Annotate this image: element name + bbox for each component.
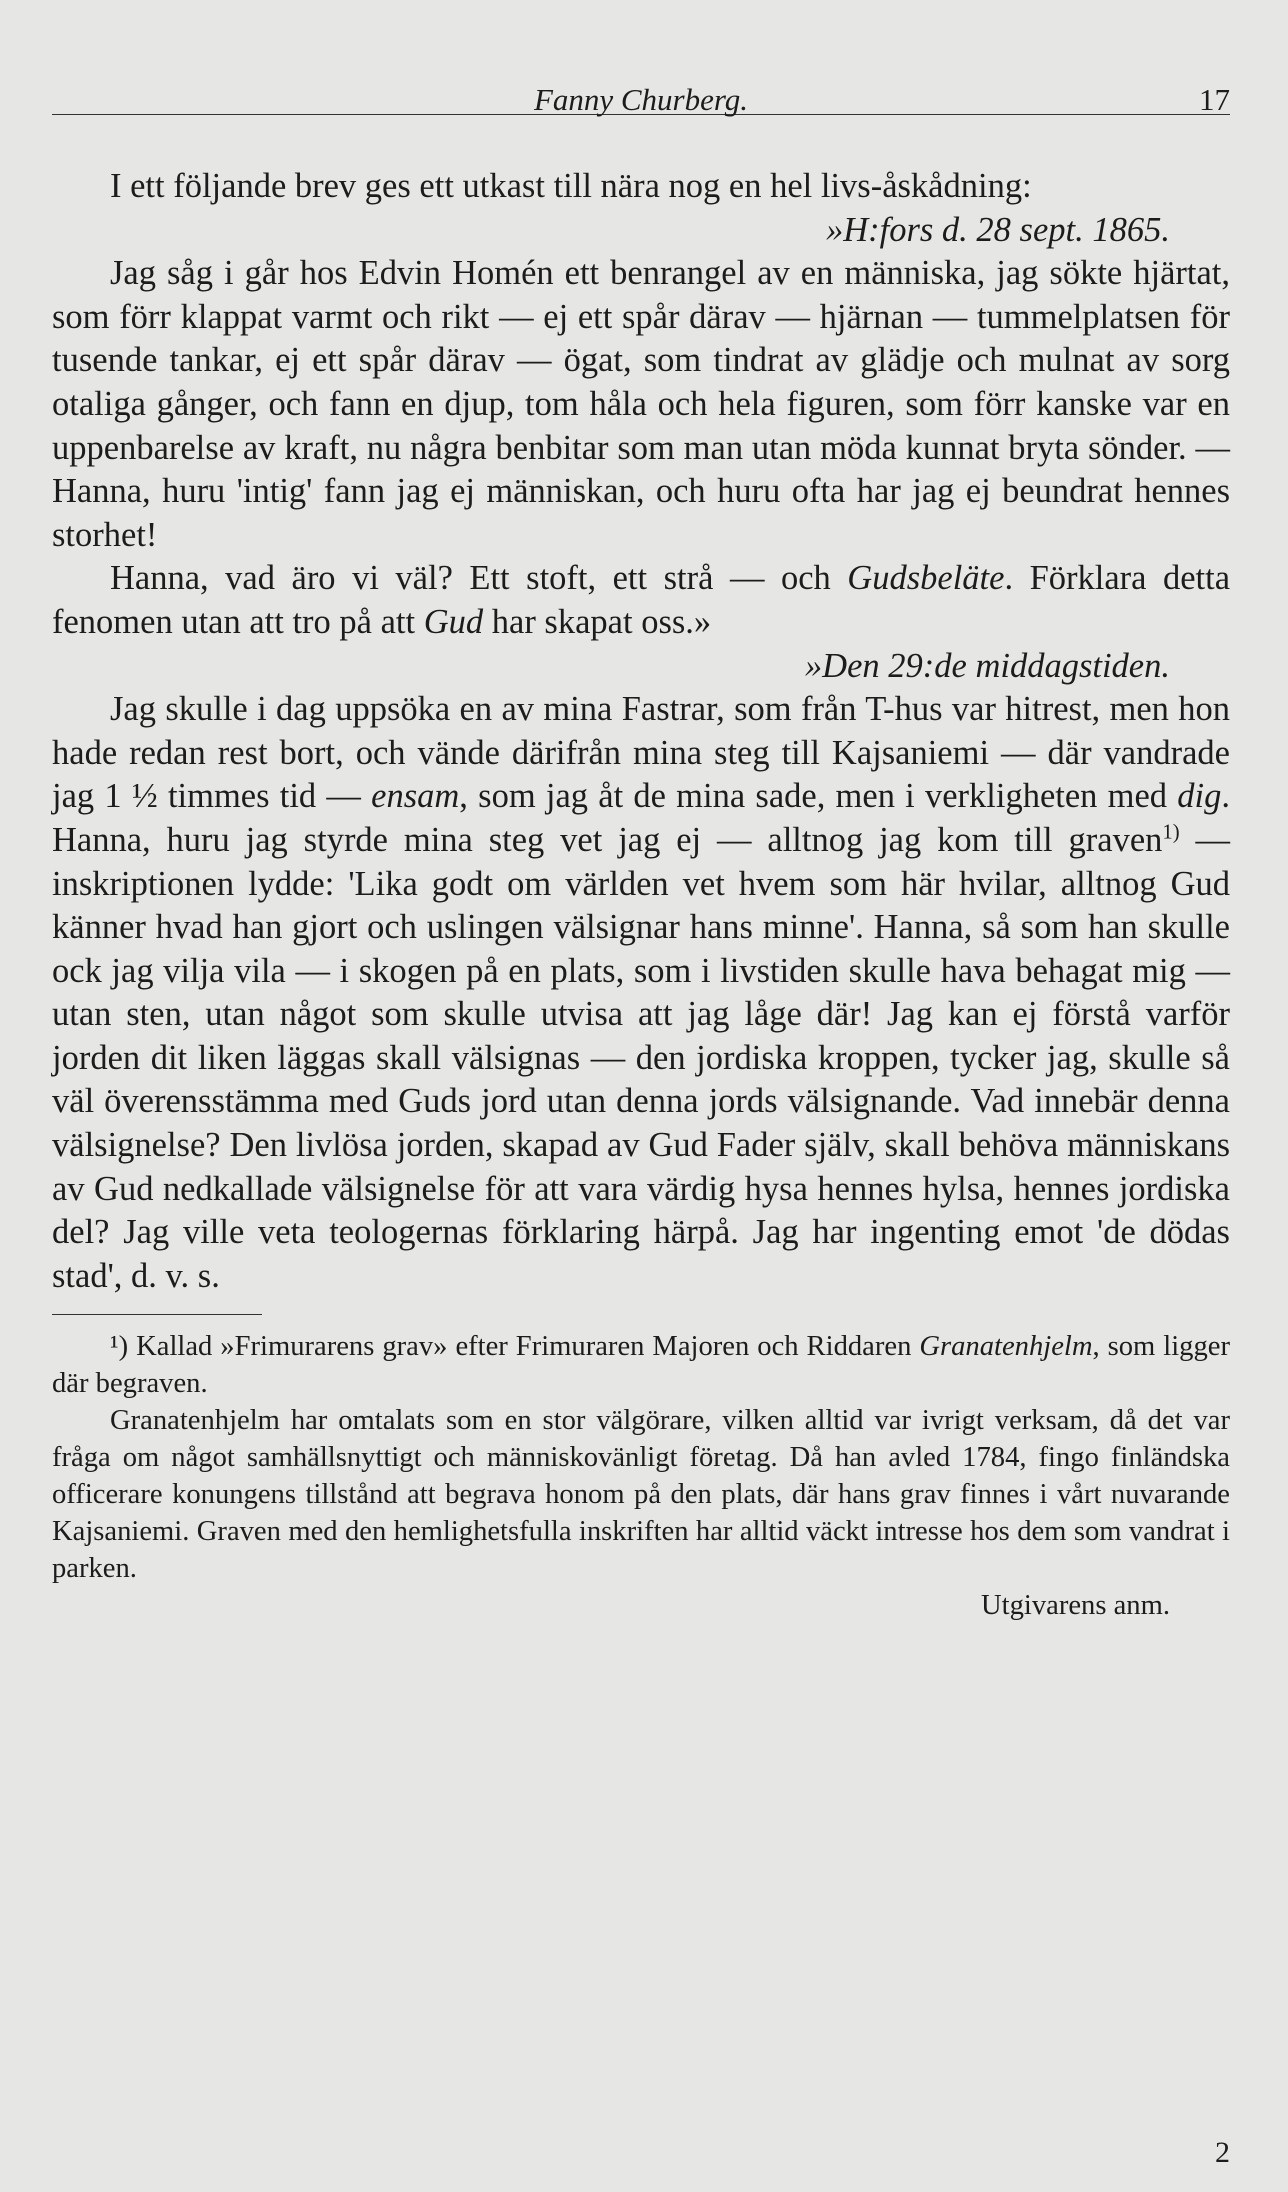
letter2-paragraph — [52, 688, 1230, 1298]
document-page — [52, 60, 1230, 2170]
printer-signature-mark: 2 — [1215, 2136, 1230, 2169]
emphasis-text: Gudsbeläte — [847, 559, 1005, 598]
running-title: Fanny Churberg. — [533, 82, 749, 117]
footnotes — [52, 1329, 1230, 1624]
letter2-dateline: »Den 29:de middagstiden. — [804, 646, 1170, 685]
emphasis-text: ensam — [371, 777, 460, 816]
text-run: Hanna, vad äro vi väl? Ett stoft, ett strå — och — [110, 559, 848, 598]
letter1-paragraph: Jag såg i går hos Edvin Homén ett benrangel av en människa, jag sökte hjärtat, som förr klappat varmt och rikt — ej ett spår därav — hjärnan — tummelplatsen för tusende tankar, ej ett spår därav — ögat, som tindrat av glädje och mulnat av sorg otaliga gånger, och fann en djup, tom håla och hela figuren, som förr kanske var en uppenbarelse av kraft, nu några benbitar som man utan möda kunnat bryta sönder. — Hanna, huru 'intig' fann jag ej människan, och huru ofta har jag ej beundrat hennes storhet! — [52, 254, 1230, 554]
editor-signature: Utgivarens anm. — [981, 1589, 1170, 1621]
text-run: , som jag åt de mina sade, men i verkligheten med — [459, 777, 1178, 816]
text-run: har skapat oss.» — [483, 602, 712, 641]
page-number: 17 — [1199, 82, 1230, 117]
letter1-dateline: »H:fors d. 28 sept. 1865. — [825, 210, 1170, 249]
emphasis-text: Granatenhjelm — [919, 1331, 1093, 1363]
text-run: . Hanna, huru jag styrde mina steg vet jag ej — alltnog jag kom till graven — [52, 777, 1230, 859]
text-run: Kallad »Frimurarens grav» efter Frimuraren Majoren och Riddaren — [128, 1331, 920, 1363]
text-run: , som ligger där begraven. — [52, 1331, 1230, 1400]
text-run: — inskriptionen lydde: 'Lika godt om världen vet hvem som här hvilar, alltnog Gud känner hvad han gjort och uslingen välsignar hans minne'. Hanna, så som han skulle ock jag vilja vila — i skogen på en plats, som i livstiden skulle hava behagat mig — utan sten, utan något som skulle utvisa att jag låge där! Jag kan ej förstå varför jorden dit liken läggas skall välsignas — den jordiska kroppen, tycker jag, skulle så väl överensstämma med Guds jord utan denna jords välsignande. Vad innebär denna välsignelse? Den livlösa jorden, skapad av Gud Fader själv, skall behöva människans av Gud nedkallade välsignelse för att vara värdig hysa hennes hylsa, hennes jordiska del? Jag ville veta teologernas förklaring härpå. Jag har ingenting emot 'de dödas stad', d. v. s. — [52, 820, 1231, 1295]
footnote-1 — [52, 1329, 1230, 1403]
running-header — [52, 60, 1230, 115]
footnote-divider — [52, 1314, 262, 1315]
text-run: Jag skulle i dag uppsöka en av mina Fastrar, som från T-hus var hitrest, men hon hade redan rest bort, och vände därifrån mina steg till Kajsaniemi — där vandrade jag 1 ½ timmes tid — — [52, 690, 1230, 816]
footnote-editor-note: Granatenhjelm har omtalats som en stor välgörare, vilken alltid var ivrigt verksam, då det var fråga om något samhällsnyttigt och människovänligt företag. Då han avled 1784, fingo finländska officerare konungens tillstånd att begrava honom på den plats, där hans grav finnes i vårt nuvarande Kajsaniemi. Graven med den hemlighetsfulla inskriften har alltid väckt intresse hos dem som vandrat i parken. — [52, 1405, 1230, 1584]
footnote-reference[interactable]: 1) — [1162, 821, 1180, 844]
text-run: . Förklara detta fenomen utan att tro på att — [52, 559, 1231, 641]
main-text — [52, 165, 1230, 1298]
emphasis-text: dig — [1177, 777, 1222, 816]
emphasis-text: Gud — [423, 602, 484, 641]
intro-paragraph: I ett följande brev ges ett utkast till nära nog en hel livs-åskådning: — [110, 167, 1032, 205]
letter1-paragraph-2 — [52, 557, 1230, 644]
footnote-marker: ¹) — [110, 1331, 129, 1363]
